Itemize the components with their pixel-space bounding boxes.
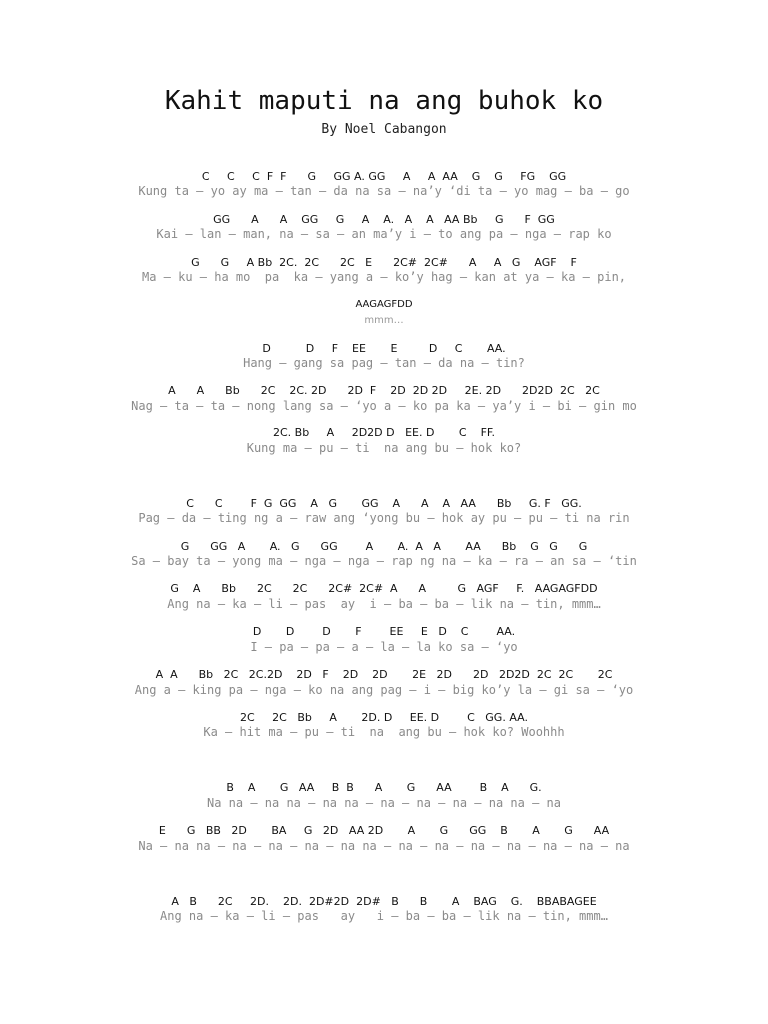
note-line: C C F G GG A G GG A A A AA Bb G. F GG. <box>186 497 582 510</box>
lyric-line: Ang a – king pa – nga – ko na ang pag – i – big ko’y la – gi sa – ‘yo <box>134 683 634 697</box>
lyric-line: Ma – ku – ha mo pa ka – yang a – ko’y hag – kan at ya – ka – pin, <box>141 270 627 284</box>
lyric-line: Pag – da – ting ng a – raw ang ‘yong bu – hok ay pu – pu – ti na rin <box>138 511 630 525</box>
lyric-line: I – pa – pa – a – la – la ko sa – ‘yo <box>250 640 518 654</box>
lyric-line: Sa – bay ta – yong ma – nga – nga – rap ng na – ka – ra – an sa – ‘tin <box>131 554 637 568</box>
note-line: 2C 2C Bb A 2D. D EE. D C GG. AA. <box>240 711 528 724</box>
lyric-line: Ka – hit ma – pu – ti na ang bu – hok ko? Woohhh <box>203 725 565 739</box>
lyric-line: Hang – gang sa pag – tan – da na – tin? <box>243 356 525 370</box>
note-line: G A Bb 2C 2C 2C# 2C# A A G AGF F. AAGAGFDD <box>170 582 598 595</box>
lyric-line: Kai – lan – man, na – sa – an ma’y i – to ang pa – nga – rap ko <box>156 227 612 241</box>
note-line: A A Bb 2C 2C. 2D 2D F 2D 2D 2D 2E. 2D 2D2D 2C 2C <box>168 384 600 397</box>
lyric-line: Na na – na na – na na – na – na – na – na na – na <box>206 796 561 810</box>
song-title: Kahit maputi na ang buhok ko <box>164 86 604 116</box>
note-line: 2C. Bb A 2D2D D EE. D C FF. <box>273 426 495 439</box>
note-line: GG A A GG G A A. A A AA Bb G F GG <box>213 213 555 226</box>
note-line: G G A Bb 2C. 2C 2C E 2C# 2C# A A G AGF F <box>191 256 577 269</box>
note-line: C C C F F G GG A. GG A A AA G G FG GG <box>201 170 567 183</box>
hum-line: mmm… <box>364 315 404 326</box>
lyric-line: Ang na – ka – li – pas ay i – ba – ba – lik na – tin, mmm… <box>160 909 608 923</box>
lyric-line: Na – na na – na – na – na – na na – na – na – na – na – na – na – na <box>138 839 630 853</box>
note-line: G GG A A. G GG A A. A A AA Bb G G G <box>180 540 588 553</box>
note-line: D D D F EE E D C AA. <box>252 625 516 638</box>
note-line: A A Bb 2C 2C.2D 2D F 2D 2D 2E 2D 2D 2D2D 2C 2C 2C <box>155 668 613 681</box>
note-line: AAGAGFDD <box>355 299 413 310</box>
note-line: E G BB 2D BA G 2D AA 2D A G GG B A G AA <box>158 824 610 837</box>
lyric-line: Ang na – ka – li – pas ay i – ba – ba – lik na – tin, mmm… <box>167 597 601 611</box>
lyric-line: Nag – ta – ta – nong lang sa – ‘yo a – ko pa ka – ya’y i – bi – gin mo <box>131 399 637 413</box>
lyric-line: Kung ma – pu – ti na ang bu – hok ko? <box>246 441 522 455</box>
note-line: B A G AA B B A G AA B A G. <box>226 781 542 794</box>
note-line: A B 2C 2D. 2D. 2D#2D 2D# B B A BAG G. BBABAGEE <box>171 895 597 908</box>
note-line: D D F EE E D C AA. <box>262 342 506 355</box>
song-author: By Noel Cabangon <box>321 122 447 137</box>
lyric-line: Kung ta – yo ay ma – tan – da na sa – na’y ‘di ta – yo mag – ba – go <box>138 184 630 198</box>
